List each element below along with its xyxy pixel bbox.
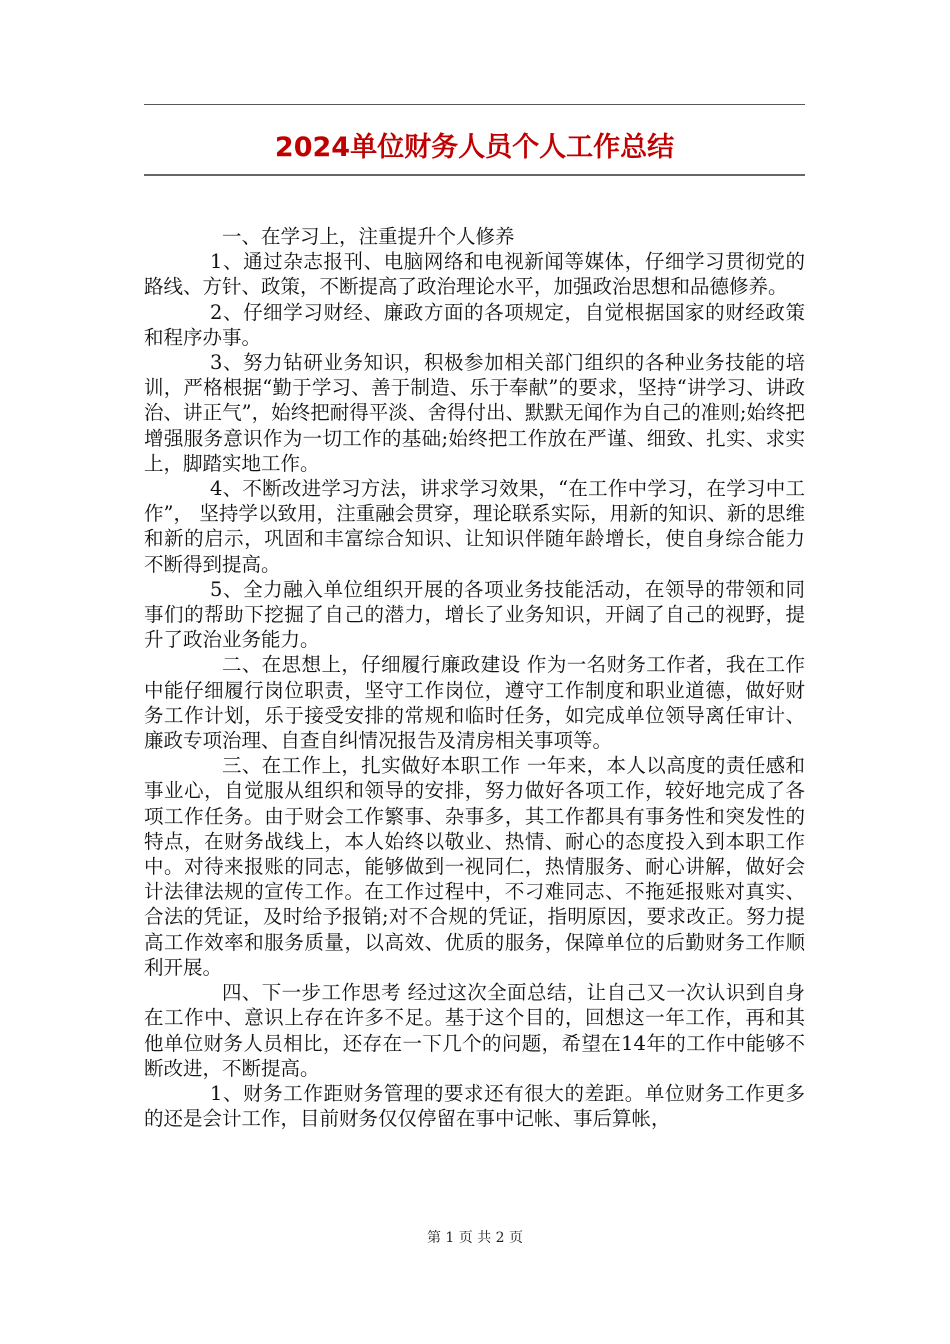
section-next-steps: 四、下一步工作思考 经过这次全面总结，让自己又一次认识到自身在工作中、意识上存在许多不足。基于这个目的，回想这一年工作，再和其他单位财务人员相比，还存在一下几个的问题，希望在14年的工作中能够不断改进，不断提高。: [144, 981, 805, 1080]
paragraph-study-1: 1、通过杂志报刊、电脑网络和电视新闻等媒体，仔细学习贯彻党的路线、方针、政策，不断提高了政治理论水平，加强政治思想和品德修养。: [144, 250, 805, 299]
document-title: 2024单位财务人员个人工作总结: [274, 132, 675, 163]
section-thought: 二、在思想上，仔细履行廉政建设 作为一名财务工作者，我在工作中能仔细履行岗位职责，坚守工作岗位，遵守工作制度和职业道德，做好财务工作计划，乐于接受安排的常规和临时任务，如完成单位领导离任审计、廉政专项治理、自查自纠情况报告及清房相关事项等。: [144, 653, 805, 753]
header-rule: [144, 104, 805, 105]
page-footer: 第 1 页 共 2 页: [426, 1230, 524, 1246]
paragraph-study-4: 4、不断改进学习方法，讲求学习效果，“在工作中学习，在学习中工作”， 坚持学以致用，注重融会贯穿，理论联系实际，用新的知识、新的思维和新的启示，巩固和丰富综合知识、让知识伴随年龄增长，使自身综合能力不断得到提高。: [144, 477, 805, 576]
paragraph-next-steps-1: 1、财务工作距财务管理的要求还有很大的差距。单位财务工作更多的还是会计工作，目前财务仅仅停留在事中记帐、事后算帐，: [144, 1081, 805, 1131]
paragraph-study-5: 5、全力融入单位组织开展的各项业务技能活动，在领导的带领和同事们的帮助下挖掘了自己的潜力，增长了业务知识，开阔了自己的视野，提升了政治业务能力。: [144, 577, 805, 652]
section-heading-study: 一、在学习上，注重提升个人修养: [222, 225, 515, 248]
document-body: [144, 224, 805, 1131]
title-underline: [144, 174, 805, 176]
paragraph-study-2: 2、仔细学习财经、廉政方面的各项规定，自觉根据国家的财经政策和程序办事。: [144, 300, 805, 349]
section-work: 三、在工作上，扎实做好本职工作 一年来，本人以高度的责任感和事业心，自觉服从组织和领导的安排，努力做好各项工作，较好地完成了各项工作任务。由于财会工作繁事、杂事多，其工作都具有事务性和突发性的特点，在财务战线上，本人始终以敬业、热情、耐心的态度投入到本职工作中。对待来报账的同志，能够做到一视同仁，热情服务、耐心讲解，做好会计法律法规的宣传工作。在工作过程中，不刁难同志、不拖延报账对真实、合法的凭证，及时给予报销;对不合规的凭证，指明原因，要求改正。努力提高工作效率和服务质量，以高效、优质的服务，保障单位的后勤财务工作顺利开展。: [144, 754, 805, 979]
paragraph-study-3: 3、努力钻研业务知识，积极参加相关部门组织的各种业务技能的培训，严格根据“勤于学习、善于制造、乐于奉献”的要求，坚持“讲学习、讲政治、讲正气”，始终把耐得平淡、舍得付出、默默无闻作为自己的准则;始终把增强服务意识作为一切工作的基础;始终把工作放在严谨、细致、扎实、求实上，脚踏实地工作。: [144, 351, 805, 475]
